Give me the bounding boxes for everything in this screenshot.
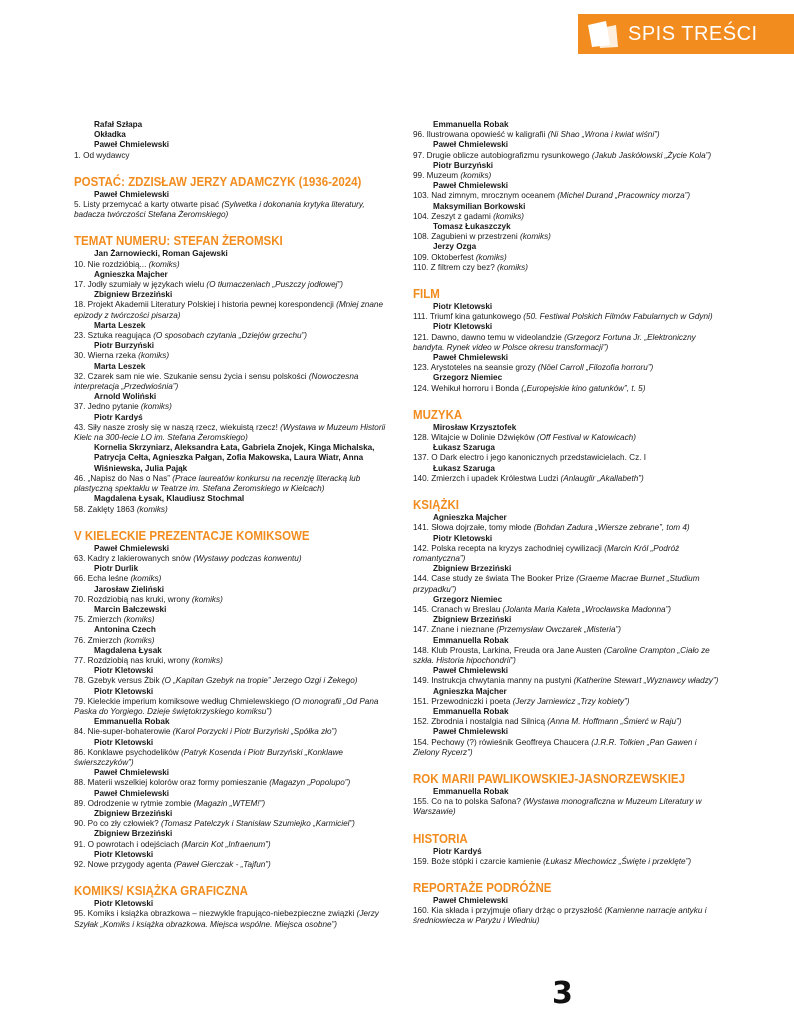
- toc-entry-subtitle: (Kamienne narracje antyku i średniowiecza w Paryżu i Wiedniu): [413, 906, 707, 926]
- toc-author: Zbigniew Brzeziński: [433, 564, 512, 574]
- toc-author: Emmanuella Robak: [433, 786, 509, 796]
- toc-entry-title: 152. Zbrodnia i nostalgia nad Silnicą: [413, 717, 545, 727]
- toc-section: [413, 832, 719, 867]
- toc-entry[interactable]: [413, 253, 719, 263]
- toc-entry-subtitle: (komiks): [519, 232, 551, 242]
- toc-entry-title: 148. Klub Prousta, Larkina, Freuda ora Jane Austen: [413, 645, 602, 655]
- toc-entry-title: 77. Rozdziobią nas kruki, wrony: [74, 655, 190, 665]
- toc-entry-title: 84. Nie-super-bohaterowie: [74, 727, 171, 737]
- toc-entry-title: 58. Zaklęty 1863: [74, 504, 135, 514]
- toc-entry-subtitle: (komiks): [191, 655, 223, 665]
- toc-entry-title: 149. Instrukcja chwytania manny na pustyni: [413, 676, 572, 686]
- toc-entry-subtitle: (Marcin Król „Podróż romantyczna”): [413, 543, 680, 563]
- toc-entry-subtitle: (O „Kapitan Gzebyk na tropie” Jerzego Ozgi i Żekego): [161, 676, 358, 686]
- toc-entry[interactable]: [413, 151, 719, 161]
- toc-author: Paweł Chmielewski: [433, 895, 509, 905]
- toc-entry[interactable]: [74, 656, 396, 666]
- toc-entry-subtitle: (O tłumaczeniach „Puszczy jodłowej”): [206, 280, 343, 290]
- section-title: V KIELECKIE PREZENTACJE KOMIKSOWE: [74, 528, 310, 543]
- toc-entry-subtitle: (Bohdan Zadura „Wiersze zebrane”, tom 4): [533, 523, 690, 533]
- toc-author: Paweł Chmielewski: [433, 666, 509, 676]
- toc-entry-title: 144. Case study ze świata The Booker Prize: [413, 574, 574, 584]
- toc-entry[interactable]: [74, 574, 396, 584]
- toc-entry-subtitle: (Przemysław Owczarek „Misteria”): [496, 625, 621, 635]
- toc-author: Rafał Szłapa: [94, 120, 143, 129]
- toc-entry[interactable]: [74, 280, 396, 290]
- toc-entry-subtitle: (komiks): [148, 259, 180, 269]
- toc-entry[interactable]: [413, 191, 719, 201]
- toc-author: Marta Leszek: [94, 320, 146, 330]
- toc-entry-subtitle: (50. Festiwal Polskich Filmów Fabularnych w Gdyni): [523, 312, 713, 322]
- toc-section: [413, 120, 719, 273]
- toc-author: Okładka: [94, 130, 126, 140]
- toc-section: [413, 881, 719, 927]
- header-title: SPIS TREŚCI: [628, 22, 758, 45]
- toc-entry[interactable]: [74, 554, 396, 564]
- toc-entry-subtitle: (Magazyn „Popolupo”): [269, 778, 351, 788]
- toc-author: Łukasz Szaruga: [433, 463, 495, 473]
- toc-author: Piotr Burzyński: [94, 341, 155, 351]
- toc-entry-title: 142. Polska recepta na kryzys zachodniej cywilizacji: [413, 543, 602, 553]
- toc-author: Mirosław Krzysztofek: [433, 422, 517, 432]
- toc-entry-subtitle: (O sposobach czytania „Dziejów grzechu”): [153, 331, 308, 341]
- toc-entry[interactable]: [413, 574, 719, 594]
- toc-author: Zbigniew Brzeziński: [94, 808, 173, 818]
- toc-entry-title: 78. Gzebyk versus Żbik: [74, 676, 160, 686]
- toc-entry-title: 90. Po co zły człowiek?: [74, 819, 159, 829]
- toc-author: Paweł Chmielewski: [94, 189, 170, 199]
- toc-entry[interactable]: [74, 200, 396, 220]
- toc-entry[interactable]: [74, 819, 396, 829]
- toc-entry[interactable]: [413, 717, 719, 727]
- toc-entry-title: 137. O Dark electro i jego kanonicznych przedstawicielach. Cz. I: [413, 453, 646, 463]
- toc-entry-subtitle: (Jerzy Szyłak „Komiks i książka obrazkowa. Miejsca wspólne. Miejsca osobne”): [74, 909, 379, 929]
- toc-author: Zbigniew Brzeziński: [94, 829, 173, 839]
- toc-entry[interactable]: [413, 130, 719, 140]
- toc-entry[interactable]: [413, 676, 719, 686]
- toc-section: [74, 120, 396, 161]
- toc-entry-title: 66. Echa leśne: [74, 574, 129, 584]
- section-title: ROK MARII PAWLIKOWSKIEJ-JASNORZEWSKIEJ: [413, 771, 685, 786]
- toc-entry[interactable]: [74, 697, 396, 717]
- section-title: MUZYKA: [413, 407, 463, 422]
- toc-author: Piotr Kletowski: [94, 737, 154, 747]
- toc-entry-subtitle: (J.R.R. Tolkien „Pan Gawen i Zielony Rycerz”): [413, 737, 697, 757]
- toc-entry-subtitle: (Wystawy podczas konwentu): [193, 553, 302, 563]
- toc-author: Jarosław Zieliński: [94, 584, 165, 594]
- toc-entry-title: 30. Wierna rzeka: [74, 351, 136, 361]
- toc-author: Paweł Chmielewski: [94, 543, 170, 553]
- toc-entry-title: 43. Siły nasze zrosły się w naszą rzecz, wiekuistą rzecz!: [74, 422, 278, 432]
- toc-entry-subtitle: (Mniej znane epizody z twórczości pisarza): [74, 300, 384, 320]
- toc-entry-title: 96. Ilustrowana opowieść w kaligrafii: [413, 130, 546, 140]
- toc-entry-title: 110. Z filtrem czy bez?: [413, 262, 495, 272]
- page-number: 3: [552, 976, 572, 1011]
- toc-entry-title: 97. Drugie oblicze autobiografizmu rysunkowego: [413, 150, 590, 160]
- toc-author: Emmanuella Robak: [433, 120, 509, 129]
- toc-author: Agnieszka Majcher: [433, 513, 507, 523]
- toc-entry-subtitle: (Anlauglir „Akallabeth”): [560, 473, 644, 483]
- toc-entry-title: 160. Kia składa i przyjmuje ofiary drżąc o przyszłość: [413, 906, 603, 916]
- toc-entry[interactable]: [74, 300, 396, 320]
- toc-entry[interactable]: [74, 860, 396, 870]
- toc-author: Piotr Kardyś: [94, 412, 143, 422]
- toc-author: Agnieszka Majcher: [433, 686, 507, 696]
- toc-entry[interactable]: [413, 171, 719, 181]
- toc-entry[interactable]: [74, 351, 396, 361]
- toc-author: Paweł Chmielewski: [94, 768, 170, 778]
- toc-entry[interactable]: [413, 263, 719, 273]
- toc-entry[interactable]: [413, 384, 719, 394]
- toc-entry[interactable]: [413, 453, 719, 463]
- toc-entry-subtitle: (Sylwetka i dokonania krytyka literatury, badacza twórczości Stefana Żeromskiego): [74, 200, 365, 220]
- toc-entry-subtitle: (komiks): [460, 171, 492, 181]
- toc-entry-subtitle: (komiks): [493, 211, 525, 221]
- toc-entry[interactable]: [74, 260, 396, 270]
- toc-author: Magdalena Łysak, Klaudiusz Stochmal: [94, 494, 245, 504]
- toc-entry[interactable]: [74, 331, 396, 341]
- toc-section: [413, 772, 719, 818]
- toc-author: Piotr Kletowski: [94, 686, 154, 696]
- toc-entry-subtitle: (Łukasz Miechowicz „Święte i przeklęte”): [543, 856, 692, 866]
- toc-entry[interactable]: [74, 778, 396, 788]
- toc-entry-subtitle: (Jakub Jaskółowski „Życie Kola”): [591, 150, 712, 160]
- toc-entry-subtitle: (Tomasz Patelczyk i Stanisław Szumiejko „Karmiciel”): [160, 819, 355, 829]
- toc-entry-title: 108. Zagubieni w przestrzeni: [413, 232, 518, 242]
- toc-entry-title: 86. Konklawe psychodelików: [74, 747, 179, 757]
- toc-entry[interactable]: [413, 232, 719, 242]
- toc-entry-title: 63. Kadry z lakierowanych snów: [74, 553, 191, 563]
- toc-entry-title: 128. Witajcie w Dolinie Dźwięków: [413, 433, 535, 443]
- toc-author: Paweł Chmielewski: [433, 181, 509, 191]
- toc-entry[interactable]: [413, 363, 719, 373]
- toc-entry-title: 89. Odrodzenie w rytmie zombie: [74, 798, 192, 808]
- toc-entry-subtitle: (komiks): [123, 635, 155, 645]
- toc-entry-title: 109. Oktoberfest: [413, 252, 474, 262]
- toc-entry[interactable]: [413, 433, 719, 443]
- toc-entry-subtitle: (Katherine Stewart „Wyznawcy władzy”): [573, 676, 719, 686]
- toc-entry[interactable]: [74, 595, 396, 605]
- toc-entry-subtitle: (komiks): [123, 615, 155, 625]
- toc-author: Piotr Kletowski: [433, 302, 493, 312]
- toc-entry[interactable]: [413, 212, 719, 222]
- toc-entry-title: 147. Znane i nieznane: [413, 625, 495, 635]
- toc-entry-title: 23. Sztuka reagująca: [74, 331, 151, 341]
- toc-entry[interactable]: [74, 615, 396, 625]
- toc-entry-title: 140. Zmierzch i upadek Królestwa Ludzi: [413, 473, 559, 483]
- toc-author: Maksymilian Borkowski: [433, 201, 526, 211]
- toc-entry-title: 46. „Napisz do Nas o Nas”: [74, 473, 171, 483]
- toc-entry-title: 124. Wehikuł horroru i Bonda: [413, 383, 519, 393]
- toc-author: Marta Leszek: [94, 361, 146, 371]
- toc-entry-subtitle: (Caroline Crampton „Ciało ze szkła. Historia hipochondrii”): [413, 645, 710, 665]
- toc-entry-subtitle: (komiks): [136, 504, 168, 514]
- toc-entry-subtitle: (komiks): [497, 262, 528, 272]
- toc-entry[interactable]: [413, 474, 719, 484]
- toc-entry-subtitle: (Ni Shao „Wrona i kwiat wiśni”): [547, 130, 660, 140]
- toc-entry-title: 121. Dawno, dawno temu w videolandzie: [413, 332, 562, 342]
- toc-entry-title: 103. Nad zimnym, mrocznym oceanem: [413, 191, 555, 201]
- toc-entry-subtitle: (Paweł Gierczak - „Tajfun”): [173, 860, 271, 869]
- section-title: POSTAĆ: ZDZISŁAW JERZY ADAMCZYK (1936-2024): [74, 174, 362, 189]
- header-banner: [578, 14, 794, 54]
- toc-author: Marcin Bałczewski: [94, 604, 167, 614]
- toc-entry-subtitle: (Marcin Kot „Infraenum”): [181, 839, 271, 849]
- toc-author: Paweł Chmielewski: [94, 140, 170, 150]
- toc-entry[interactable]: [74, 799, 396, 809]
- toc-entry-subtitle: (komiks): [138, 351, 170, 361]
- toc-entry-subtitle: (komiks): [140, 402, 172, 412]
- toc-entry-title: 99. Muzeum: [413, 171, 459, 181]
- toc-entry[interactable]: [413, 333, 719, 353]
- toc-entry[interactable]: [74, 372, 396, 392]
- toc-section: [413, 287, 719, 394]
- toc-author: Emmanuella Robak: [433, 706, 509, 716]
- toc-entry-title: 151. Przewodniczki i poeta: [413, 696, 511, 706]
- toc-entry[interactable]: [74, 636, 396, 646]
- toc-entry-title: 37. Jedno pytanie: [74, 402, 139, 412]
- toc-entry[interactable]: [413, 906, 719, 926]
- toc-entry[interactable]: [413, 605, 719, 615]
- toc-section: [74, 234, 396, 514]
- toc-entry-title: 92. Nowe przygody agenta: [74, 860, 172, 869]
- toc-author: Emmanuella Robak: [94, 717, 170, 727]
- toc-entry[interactable]: [413, 312, 719, 322]
- toc-author: Grzegorz Niemiec: [433, 373, 503, 383]
- right-column: [413, 120, 719, 927]
- toc-author: Paweł Chmielewski: [433, 353, 509, 363]
- toc-entry[interactable]: [413, 797, 719, 817]
- toc-section: [74, 884, 396, 930]
- toc-entry-subtitle: (Anna M. Hoffmann „Śmierć w Raju”): [547, 717, 682, 727]
- toc-entry-subtitle: (komiks): [475, 252, 507, 262]
- toc-entry-subtitle: (Jolanta Maria Kaleta „Wrocławska Madonna”): [502, 604, 672, 614]
- toc-entry-title: 18. Projekt Akademii Literatury Polskiej i historia pewnej korespondencji: [74, 300, 334, 310]
- toc-author: Emmanuella Robak: [433, 635, 509, 645]
- toc-author: Kornelia Skrzyniarz, Aleksandra Łata, Gabriela Znojek, Kinga Michalska, Patrycja Cełta, Agnieszka Pałgan, Zofia Makowska, Laura Wiatr, Anna Wiśniewska, Julia Pająk: [94, 443, 375, 473]
- toc-author: Zbigniew Brzeziński: [94, 290, 173, 300]
- toc-entry[interactable]: [74, 676, 396, 686]
- toc-author: Piotr Kletowski: [433, 322, 493, 332]
- toc-entry-title: 145. Cranach w Breslau: [413, 604, 501, 614]
- toc-section: [413, 408, 719, 484]
- toc-entry-subtitle: (Off Festival w Katowicach): [536, 433, 636, 443]
- toc-section: [413, 498, 719, 758]
- toc-entry-title: 123. Arystoteles na seansie grozy: [413, 363, 536, 373]
- toc-entry-title: 75. Zmierzch: [74, 615, 122, 625]
- toc-section: [74, 529, 396, 871]
- toc-author: Piotr Kletowski: [94, 849, 154, 859]
- toc-author: Jerzy Ozga: [433, 242, 477, 252]
- toc-entry-title: 32. Czarek sam nie wie. Szukanie sensu życia i sensu polskości: [74, 371, 307, 381]
- toc-entry[interactable]: [74, 505, 396, 515]
- toc-entry-title: 95. Komiks i książka obrazkowa – niezwykle frapująco-niebezpieczne związki: [74, 909, 355, 919]
- section-title: KSIĄŻKI: [413, 498, 459, 513]
- toc-entry[interactable]: [74, 909, 396, 929]
- toc-entry[interactable]: [413, 646, 719, 666]
- toc-entry[interactable]: [74, 748, 396, 768]
- toc-entry-subtitle: (Patryk Kosenda i Piotr Burzyński „Konklawe świerszczyków”): [74, 747, 343, 767]
- toc-entry-subtitle: („Europejskie kino gatunków”, t. 5): [521, 383, 646, 393]
- toc-author: Antonina Czech: [94, 625, 156, 635]
- toc-entry[interactable]: [74, 840, 396, 850]
- toc-entry-title: 155. Co na to polska Safona?: [413, 797, 521, 807]
- toc-entry-title: 76. Zmierzch: [74, 635, 122, 645]
- section-title: HISTORIA: [413, 831, 468, 846]
- toc-entry-title: 154. Pechowy (?) rówieśnik Geoffreya Chaucera: [413, 737, 589, 747]
- toc-entry-title: 79. Kieleckie imperium komiksowe według Chmielewskiego: [74, 696, 290, 706]
- toc-author: Tomasz Łukaszczyk: [433, 222, 511, 232]
- toc-entry[interactable]: [74, 423, 396, 443]
- toc-entry-subtitle: (Nöel Carroll „Filozofia horroru”): [537, 363, 654, 373]
- toc-author: Zbigniew Brzeziński: [433, 615, 512, 625]
- toc-entry-subtitle: (Jerzy Jarniewicz „Trzy kobiety”): [512, 696, 630, 706]
- toc-entry-subtitle: (Wystawa monograficzna w Muzeum Literatury w Warszawie): [413, 797, 702, 817]
- toc-section: [74, 175, 396, 221]
- toc-entry-title: 104. Zeszyt z gadami: [413, 211, 491, 221]
- toc-entry-subtitle: (Karol Porzycki i Piotr Burzyński „Spółka zło”): [172, 727, 338, 737]
- toc-entry-subtitle: (komiks): [130, 574, 162, 584]
- toc-entry-subtitle: (Magazin „WTEM!”): [193, 798, 266, 808]
- toc-author: Piotr Kletowski: [94, 899, 154, 909]
- toc-entry-title: 141. Słowa dojrzałe, tomy młode: [413, 523, 532, 533]
- toc-entry-title: 159. Boże stópki i czarcie kamienie: [413, 856, 541, 866]
- toc-author: Piotr Kletowski: [94, 666, 154, 676]
- toc-entry[interactable]: [74, 402, 396, 412]
- toc-author: Piotr Kardyś: [433, 846, 482, 856]
- section-title: TEMAT NUMERU: STEFAN ŻEROMSKI: [74, 234, 283, 249]
- toc-author: Jan Żarnowiecki, Roman Gajewski: [94, 249, 228, 259]
- toc-entry-subtitle: (Michel Durand „Pracownicy morza”): [557, 191, 691, 201]
- toc-author: Magdalena Łysak: [94, 645, 162, 655]
- toc-author: Piotr Durlik: [94, 564, 139, 574]
- toc-author: Piotr Burzyński: [433, 160, 494, 170]
- toc-author: Arnold Woliński: [94, 392, 157, 402]
- section-title: KOMIKS/ KSIĄŻKA GRAFICZNA: [74, 884, 248, 899]
- toc-entry[interactable]: [74, 727, 396, 737]
- toc-entry[interactable]: [413, 544, 719, 564]
- toc-entry-title: 5. Listy przemycać a karty otwarte pisać: [74, 200, 220, 210]
- toc-author: Paweł Chmielewski: [94, 788, 170, 798]
- toc-entry-subtitle: (O monografii „Od Pana Paska do Yorgiego. Dzieje świętokrzyskiego komiksu”): [74, 696, 379, 716]
- toc-entry-title: 91. O powrotach i odejściach: [74, 839, 180, 849]
- toc-entry[interactable]: [413, 523, 719, 533]
- toc-entry[interactable]: [413, 857, 719, 867]
- toc-entry[interactable]: [74, 474, 396, 494]
- left-column: [74, 120, 396, 930]
- book-pages-icon: [586, 19, 620, 49]
- toc-entry-title: 17. Jodły szumiały w językach wielu: [74, 280, 205, 290]
- toc-entry-subtitle: (Graeme Macrae Burnet „Studium przypadku”): [413, 574, 700, 594]
- toc-entry[interactable]: [74, 151, 396, 161]
- toc-author: Łukasz Szaruga: [433, 443, 495, 453]
- section-title: FILM: [413, 287, 440, 302]
- toc-entry-subtitle: (Grzegorz Fortuna Jr. „Elektroniczny bandyta. Rynek video w Polsce okresu transformacji”): [413, 332, 696, 352]
- toc-entry-title: 88. Materii wszelkiej kolorów oraz formy pomieszanie: [74, 778, 267, 788]
- toc-entry-subtitle: (komiks): [191, 594, 223, 604]
- toc-author: Agnieszka Majcher: [94, 269, 168, 279]
- toc-entry-subtitle: (Nowoczesna interpretacja „Przedwiośnia”): [74, 371, 359, 392]
- toc-entry-subtitle: (Wystawa w Muzeum Historii Kielc na 300-lecie LO im. Stefana Żeromskiego): [74, 422, 386, 443]
- toc-entry[interactable]: [413, 625, 719, 635]
- toc-author: Grzegorz Niemiec: [433, 594, 503, 604]
- toc-entry[interactable]: [413, 697, 719, 707]
- toc-author: Paweł Chmielewski: [433, 727, 509, 737]
- toc-entry-title: 10. Nie rozdzióbią...: [74, 259, 147, 269]
- section-title: REPORTAŻE PODRÓŻNE: [413, 880, 552, 895]
- toc-entry-subtitle: (Prace laureatów konkursu na recenzję literacką lub plastyczną spektaklu w Teatrze im. Stefana Żeromskiego w Kielcach): [74, 473, 361, 494]
- toc-entry-title: 111. Triumf kina gatunkowego: [413, 312, 522, 322]
- toc-author: Piotr Kletowski: [433, 533, 493, 543]
- toc-author: Paweł Chmielewski: [433, 140, 509, 150]
- toc-entry-title: 1. Od wydawcy: [74, 150, 130, 160]
- toc-entry-title: 70. Rozdziobią nas kruki, wrony: [74, 594, 190, 604]
- toc-entry[interactable]: [413, 738, 719, 758]
